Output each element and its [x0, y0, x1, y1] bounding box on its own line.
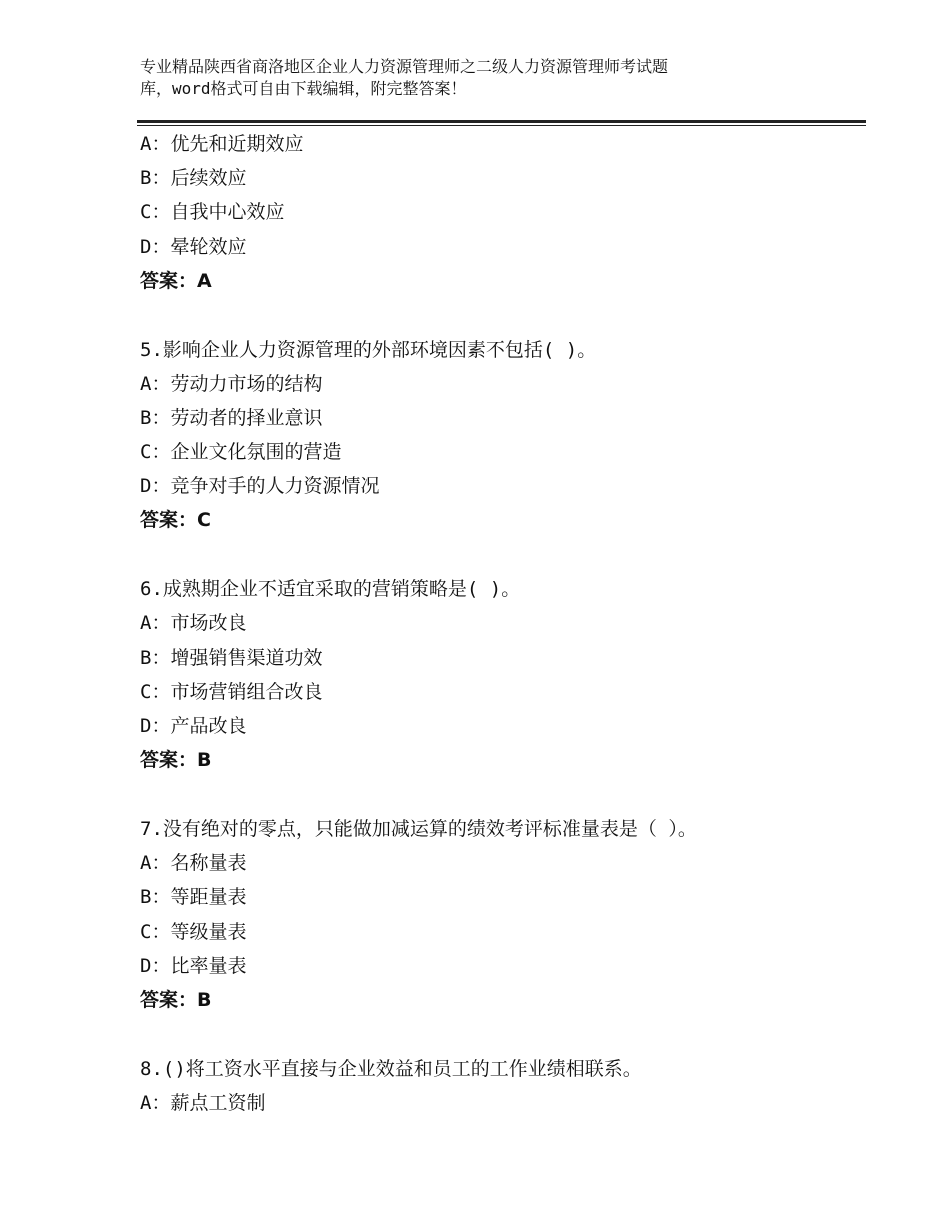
header-divider-thin: [137, 125, 866, 126]
question-5-block: [140, 333, 860, 538]
question-spacer: [140, 538, 860, 573]
header-divider-thick: [137, 120, 866, 123]
option-b: B：增强销售渠道功效: [140, 646, 323, 669]
question-list: [140, 127, 860, 1120]
question-stem: 6.成熟期企业不适宜采取的营销策略是( )。: [140, 578, 521, 601]
option-c: C：企业文化氛围的营造: [140, 441, 342, 464]
option-d: D：竞争对手的人力资源情况: [140, 475, 380, 498]
answer-line: 答案：A: [140, 269, 212, 292]
header-title-line-2: 库，word格式可自由下载编辑，附完整答案！: [140, 79, 467, 98]
option-a: A：劳动力市场的结构: [140, 372, 323, 395]
question-stem: 8.()将工资水平直接与企业效益和员工的工作业绩相联系。: [140, 1057, 642, 1080]
option-c: C：自我中心效应: [140, 201, 285, 224]
option-d: D：晕轮效应: [140, 235, 247, 258]
answer-line: 答案：B: [140, 749, 212, 772]
option-b: B：等距量表: [140, 886, 247, 909]
question-stem: 7.没有绝对的零点，只能做加减运算的绩效考评标准量表是（ ）。: [140, 817, 697, 840]
option-b: B：劳动者的择业意识: [140, 406, 323, 429]
question-4-block: [140, 127, 860, 298]
option-a: A：优先和近期效应: [140, 133, 304, 155]
option-a: A：名称量表: [140, 852, 247, 875]
question-7-block: [140, 812, 860, 1017]
document-header: [140, 56, 840, 100]
answer-line: 答案：B: [140, 988, 212, 1011]
option-d: D：比率量表: [140, 954, 247, 977]
option-d: D：产品改良: [140, 715, 247, 737]
option-c: C：等级量表: [140, 920, 247, 943]
option-b: B：后续效应: [140, 167, 247, 190]
question-spacer: [140, 1017, 860, 1052]
option-a: A：市场改良: [140, 612, 247, 635]
option-c: C：市场营销组合改良: [140, 680, 323, 703]
question-stem: 5.影响企业人力资源管理的外部环境因素不包括( )。: [140, 338, 597, 361]
answer-line: 答案：C: [140, 509, 211, 532]
header-title-line-1: 专业精品陕西省商洛地区企业人力资源管理师之二级人力资源管理师考试题: [140, 57, 669, 76]
question-6-block: [140, 572, 860, 777]
question-spacer: [140, 298, 860, 333]
question-spacer: [140, 777, 860, 812]
question-8-block: [140, 1052, 860, 1120]
option-a: A：薪点工资制: [140, 1091, 266, 1114]
